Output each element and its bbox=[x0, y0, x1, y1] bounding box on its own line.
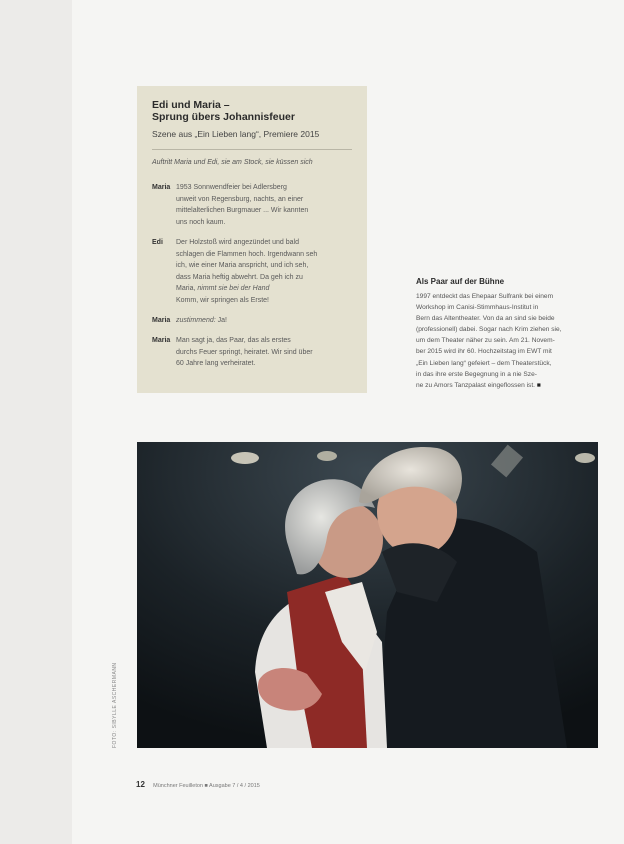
sidebar-line: in das ihre erste Begegnung in a nie Sze- bbox=[416, 370, 537, 378]
dialogue-text: Maria, bbox=[176, 285, 196, 292]
dialogue-text: uns noch kaum. bbox=[176, 218, 226, 226]
dialogue-text: durchs Feuer springt, heiratet. Wir sind über bbox=[176, 348, 313, 356]
stage-direction-inline: nimmt sie bei der Hand bbox=[197, 285, 270, 292]
sidebar-line: Workshop im Canisi-Stimmhaus-Institut in bbox=[416, 304, 539, 312]
dialogue-text: unweit von Regensburg, nachts, an einer bbox=[176, 195, 304, 203]
end-mark-icon: ■ bbox=[536, 381, 541, 389]
sidebar-line: „Ein Lieben lang“ gefeiert – dem Theaterstück, bbox=[416, 359, 552, 367]
couple-kissing-photo bbox=[137, 442, 598, 748]
dialogue-text: schlagen die Flammen hoch. Irgendwann seh bbox=[176, 250, 318, 258]
sidebar-line: 1997 entdeckt das Ehepaar Sulfrank bei einem bbox=[416, 293, 554, 300]
sidebar-line: ne zu Amors Tanzpalast eingeflossen ist. bbox=[416, 381, 535, 389]
sidebar-line: ber 2015 wird ihr 60. Hochzeitstag im EWT mit bbox=[416, 348, 552, 356]
dialogue-line-4 bbox=[152, 335, 362, 370]
sidebar-heading: Als Paar auf der Bühne bbox=[416, 277, 505, 286]
stage-direction-inline: zustimmend: bbox=[176, 317, 216, 324]
dialogue-text: Man sagt ja, das Paar, das als erstes bbox=[176, 337, 291, 344]
dialogue-line-1 bbox=[152, 182, 362, 228]
speaker: Edi bbox=[152, 239, 163, 246]
photo-credit: FOTO: SIBYLLE ASCHERMANN bbox=[112, 662, 118, 748]
dialogue-line-2 bbox=[152, 237, 362, 306]
scene-title-line-2: Sprung übers Johannisfeuer bbox=[152, 111, 295, 123]
sidebar-line: um dem Theater näher zu sein. Am 21. Novem- bbox=[416, 337, 555, 345]
dialogue-text: ich, wie einer Maria anspricht, und ich seh, bbox=[176, 262, 309, 269]
dialogue-text: dass Maria heftig abwehrt. Da geh ich zu bbox=[176, 273, 303, 281]
scene-title-line-1: Edi und Maria – bbox=[152, 99, 230, 111]
stage-direction: Auftritt Maria und Edi, sie am Stock, sie küssen sich bbox=[152, 159, 313, 166]
dialogue-text: Ja! bbox=[217, 317, 227, 324]
dialogue-line-3 bbox=[152, 315, 362, 327]
dialogue-text: mittelalterlichen Burgmauer ... Wir kannten bbox=[176, 207, 309, 214]
page-number: 12 bbox=[136, 780, 145, 789]
speaker: Maria bbox=[152, 337, 171, 344]
page-folio bbox=[136, 780, 260, 789]
dialogue-text: 60 Jahre lang verheiratet. bbox=[176, 360, 256, 367]
speaker: Maria bbox=[152, 317, 171, 324]
sidebar-line: Bern das Altentheater. Von da an sind sie beide bbox=[416, 315, 555, 323]
page-gutter bbox=[0, 0, 72, 844]
sidebar-line: (professionell) dabei. Sogar nach Krim ziehen sie, bbox=[416, 326, 562, 334]
scene-divider bbox=[152, 149, 352, 150]
speaker: Maria bbox=[152, 184, 171, 191]
sidebar-text bbox=[416, 291, 598, 391]
scene-title bbox=[152, 99, 295, 123]
scene-subtitle: Szene aus „Ein Lieben lang“, Premiere 2015 bbox=[152, 129, 320, 139]
dialogue-text: Der Holzstoß wird angezündet und bald bbox=[176, 239, 299, 246]
dialogue-text: 1953 Sonnwendfeier bei Adlersberg bbox=[176, 184, 287, 191]
publication-name: Münchner Feuilleton ■ Ausgabe 7 / 4 / 2015 bbox=[153, 783, 260, 789]
dialogue-text: Komm, wir springen als Erste! bbox=[176, 296, 269, 304]
